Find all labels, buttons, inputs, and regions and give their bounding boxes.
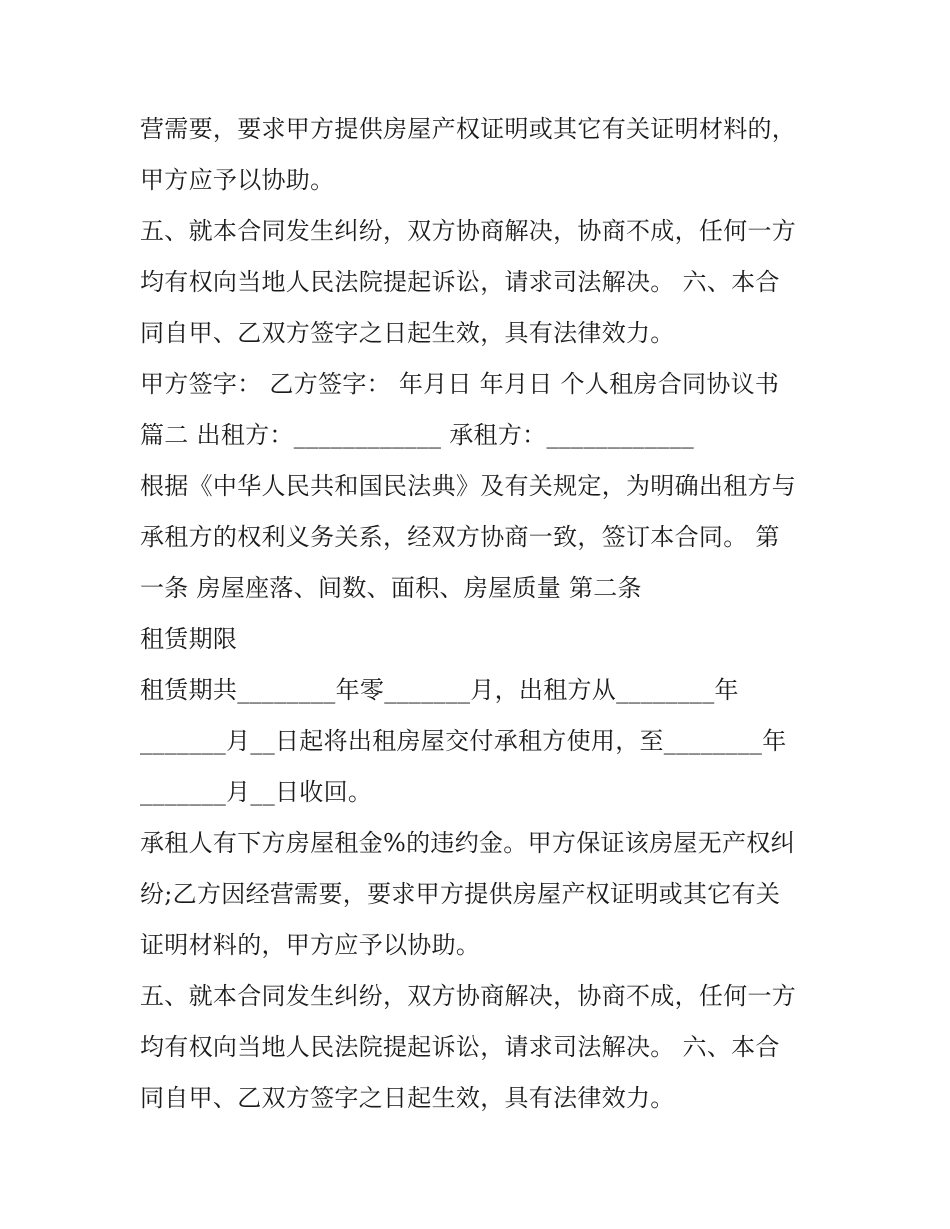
text-line: 承租方的权利义务关系，经双方协商一致，签订本合同。 第	[140, 523, 780, 551]
text-line: 同自甲、乙双方签字之日起生效，具有法律效力。	[140, 1084, 675, 1112]
text-line: 承租人有下方房屋租金%的违约金。甲方保证该房屋无产权纠	[140, 829, 795, 857]
text-line: _______月__日起将出租房屋交付承租方使用，至________年	[140, 727, 787, 755]
text-line: 根据《中华人民共和国民法典》及有关规定，为明确出租方与	[140, 472, 797, 500]
signature-line: 甲方签字： 乙方签字： 年月日 年月日 个人租房合同协议书	[140, 370, 780, 398]
text-line: 均有权向当地人民法院提起诉讼，请求司法解决。 六、本合	[140, 1033, 780, 1061]
text-line: 甲方应予以协助。	[140, 166, 335, 194]
text-line: 营需要，要求甲方提供房屋产权证明或其它有关证明材料的，	[140, 115, 797, 143]
text-line: 证明材料的，甲方应予以协助。	[140, 931, 481, 959]
text-line: 五、就本合同发生纠纷，双方协商解决，协商不成，任何一方	[140, 982, 797, 1010]
text-line: _______月__日收回。	[140, 778, 373, 806]
text-line: 一条 房屋座落、间数、面积、房屋质量 第二条	[140, 574, 642, 602]
section-heading: 租赁期限	[140, 625, 238, 653]
text-line: 五、就本合同发生纠纷，双方协商解决，协商不成，任何一方	[140, 217, 797, 245]
text-line: 纷;乙方因经营需要，要求甲方提供房屋产权证明或其它有关	[140, 880, 781, 908]
text-line: 租赁期共________年零_______月，出租方从________年	[140, 676, 739, 704]
text-line: 均有权向当地人民法院提起诉讼，请求司法解决。 六、本合	[140, 268, 780, 296]
parties-line: 篇二 出租方：____________ 承租方：____________	[140, 421, 695, 449]
text-line: 同自甲、乙双方签字之日起生效，具有法律效力。	[140, 319, 675, 347]
